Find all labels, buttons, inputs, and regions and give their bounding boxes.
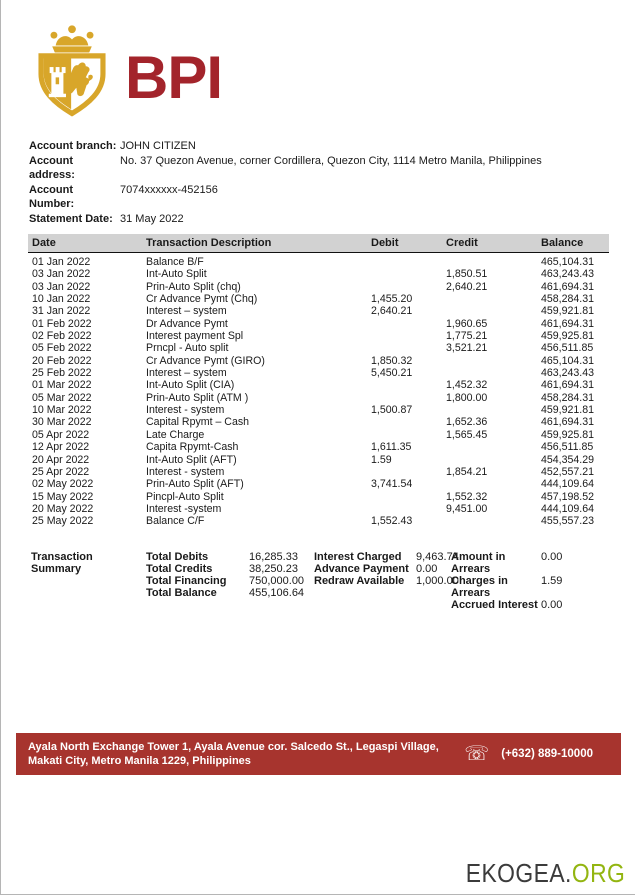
- summary-value: 0.00: [541, 598, 563, 611]
- cell-date: 10 Jan 2022: [32, 293, 91, 306]
- table-body: [28, 253, 609, 528]
- table-row: [28, 305, 609, 317]
- cell-date: 01 Mar 2022: [32, 379, 92, 392]
- cell-credit: 1,850.51: [446, 268, 488, 281]
- ekogea-watermark: [465, 858, 625, 889]
- table-row: [28, 454, 609, 466]
- cell-balance: 465,104.31: [541, 256, 595, 268]
- account-info-row: [29, 183, 542, 212]
- cell-balance: 458,284.31: [541, 293, 595, 306]
- account-info: [29, 139, 542, 227]
- table-row: [28, 441, 609, 453]
- summary-label: Interest Charged: [314, 551, 402, 563]
- table-row: [28, 367, 609, 379]
- cell-debit: [371, 429, 446, 441]
- cell-balance: 461,694.31: [541, 416, 595, 429]
- cell-description: Interest – system: [146, 305, 227, 318]
- cell-credit: [446, 515, 541, 527]
- cell-description: Interest -system: [146, 502, 222, 515]
- cell-date: 12 Apr 2022: [32, 441, 90, 454]
- cell-date: 20 Apr 2022: [32, 453, 90, 466]
- cell-date: 20 Feb 2022: [32, 354, 92, 367]
- account-info-value: 31 May 2022: [120, 212, 184, 225]
- summary-value: 9,463.74: [416, 551, 459, 563]
- ekogea-green-text: ORG: [571, 858, 625, 888]
- cell-date: 25 Feb 2022: [32, 367, 92, 380]
- summary-value: 16,285.33: [249, 551, 298, 563]
- bpi-logo: [29, 24, 222, 117]
- summary-totals-column: [146, 552, 304, 600]
- table-row: [28, 416, 609, 428]
- table-row: [28, 342, 609, 354]
- summary-label: Charges in Arrears: [451, 574, 508, 599]
- account-info-row: [29, 212, 542, 227]
- summary-label: Redraw Available: [314, 574, 405, 587]
- summary-label: Total Credits: [146, 562, 213, 575]
- cell-credit: [446, 478, 541, 490]
- table-header: [28, 234, 609, 253]
- table-row: [28, 515, 609, 527]
- cell-credit: [446, 367, 541, 379]
- cell-description: Int-Auto Split: [146, 268, 207, 281]
- cell-credit: 1,652.36: [446, 416, 488, 429]
- summary-label: Total Debits: [146, 551, 209, 563]
- cell-credit: 1,552.32: [446, 490, 488, 503]
- cell-date: 20 May 2022: [32, 502, 94, 515]
- cell-balance: 454,354.29: [541, 453, 595, 466]
- cell-credit: 2,640.21: [446, 280, 488, 293]
- cell-debit: 1,611.35: [371, 441, 412, 454]
- cell-description: Interest – system: [146, 367, 227, 380]
- cell-credit: 1,452.32: [446, 379, 488, 392]
- header-debit: Debit: [371, 237, 399, 249]
- summary-arrears-column: [451, 552, 562, 612]
- cell-credit: 1,854.21: [446, 465, 488, 478]
- summary-title-line1: Transaction: [31, 551, 93, 563]
- cell-balance: 452,557.21: [541, 465, 595, 478]
- cell-description: Late Charge: [146, 428, 205, 441]
- cell-balance: 456,511.85: [541, 441, 594, 454]
- table-row: [28, 281, 609, 293]
- cell-date: 31 Jan 2022: [32, 305, 91, 318]
- cell-description: Prin-Auto Split (AFT): [146, 478, 244, 491]
- cell-date: 03 Jan 2022: [32, 280, 91, 293]
- cell-description: Balance C/F: [146, 515, 205, 528]
- bpi-brand-text: BPI: [125, 43, 223, 111]
- cell-date: 10 Mar 2022: [32, 404, 92, 417]
- cell-debit: 1,500.87: [371, 404, 413, 417]
- cell-debit: 2,640.21: [371, 305, 413, 318]
- cell-description: Dr Advance Pymt: [146, 317, 228, 330]
- cell-credit: 9,451.00: [446, 502, 488, 515]
- account-info-label: Account Number:: [29, 183, 75, 211]
- summary-label: Total Balance: [146, 586, 217, 599]
- cell-balance: 455,557.23: [541, 515, 595, 528]
- summary-value: 1.59: [541, 574, 563, 587]
- cell-debit: 3,741.54: [371, 478, 413, 491]
- cell-debit: 1,850.32: [371, 354, 413, 367]
- cell-date: 30 Mar 2022: [32, 416, 92, 429]
- bank-address: Ayala North Exchange Tower 1, Ayala Avenue cor. Salcedo St., Legaspi Village, Makati City, Metro Manila 1229, Philippines: [28, 741, 439, 767]
- cell-date: 03 Jan 2022: [32, 268, 91, 281]
- cell-description: Cr Advance Pymt (GIRO): [146, 354, 265, 367]
- cell-date: 02 Feb 2022: [32, 330, 92, 343]
- table-row: [28, 355, 609, 367]
- cell-credit: 1,800.00: [446, 391, 488, 404]
- cell-credit: [446, 256, 541, 268]
- cell-date: 25 May 2022: [32, 515, 94, 528]
- cell-debit: [371, 268, 446, 280]
- cell-credit: [446, 355, 541, 367]
- cell-description: Balance B/F: [146, 256, 204, 268]
- summary-row: [451, 552, 562, 576]
- summary-title-line2: Summary: [31, 562, 82, 575]
- table-row: [28, 293, 609, 305]
- summary-interest-column: [314, 552, 459, 588]
- account-info-label: Statement Date:: [29, 212, 113, 225]
- cell-debit: [371, 392, 446, 404]
- table-row: [28, 429, 609, 441]
- summary-label: Total Financing: [146, 574, 227, 587]
- cell-description: Capital Rpymt – Cash: [146, 416, 250, 429]
- summary-row: [314, 576, 459, 588]
- transaction-table: [28, 234, 609, 528]
- account-info-row: [29, 154, 542, 183]
- cell-credit: [446, 305, 541, 317]
- phone-contact: [464, 744, 621, 764]
- account-info-label: Account branch:: [29, 140, 117, 152]
- cell-balance: 459,925.81: [541, 428, 595, 441]
- summary-row: [451, 576, 562, 600]
- header-credit: Credit: [446, 237, 478, 249]
- table-row: [28, 491, 609, 503]
- cell-date: 05 Feb 2022: [32, 342, 92, 355]
- summary-value: 1,000.00: [416, 574, 459, 587]
- summary-row: [451, 600, 562, 612]
- cell-debit: 1,552.43: [371, 515, 413, 528]
- cell-balance: 461,694.31: [541, 379, 595, 392]
- cell-balance: 444,109.64: [541, 502, 595, 515]
- cell-description: Capita Rpymt-Cash: [146, 441, 239, 454]
- summary-row: [146, 576, 304, 588]
- summary-value: 0.00: [416, 562, 438, 575]
- cell-description: Interest - system: [146, 465, 225, 478]
- cell-debit: [371, 318, 446, 330]
- cell-balance: 457,198.52: [541, 490, 595, 503]
- cell-debit: [371, 379, 446, 391]
- summary-row: [146, 588, 304, 600]
- cell-balance: 463,243.43: [541, 367, 595, 380]
- cell-debit: 5,450.21: [371, 367, 413, 380]
- summary-title: [31, 552, 93, 576]
- summary-label: Amount in Arrears: [451, 551, 506, 575]
- cell-description: Pincpl-Auto Split: [146, 490, 224, 503]
- summary-label: Advance Payment: [314, 562, 409, 575]
- cell-description: Prin-Auto Split (chq): [146, 280, 241, 293]
- account-info-label: Account address:: [29, 154, 75, 182]
- cell-description: Int-Auto Split (AFT): [146, 453, 237, 466]
- cell-debit: 1,455.20: [371, 293, 413, 306]
- cell-debit: [371, 503, 446, 515]
- account-info-value: 7074xxxxxx-452156: [120, 183, 218, 196]
- summary-label: Accrued Interest: [451, 598, 538, 611]
- cell-debit: [371, 491, 446, 503]
- table-row: [28, 466, 609, 478]
- cell-credit: [446, 454, 541, 466]
- cell-description: Interest payment Spl: [146, 330, 244, 343]
- cell-date: 05 Apr 2022: [32, 428, 90, 441]
- header-date: Date: [32, 237, 56, 249]
- summary-value: 750,000.00: [249, 574, 305, 587]
- summary-value: 455,106.64: [249, 586, 305, 599]
- cell-description: Prin-Auto Split (ATM ): [146, 391, 249, 404]
- cell-debit: [371, 466, 446, 478]
- footer-contact-bar: [16, 733, 621, 775]
- cell-credit: 1,565.45: [446, 428, 488, 441]
- table-row: [28, 404, 609, 416]
- cell-debit: [371, 330, 446, 342]
- table-row: [28, 256, 609, 268]
- cell-credit: 3,521.21: [446, 342, 488, 355]
- summary-value: 0.00: [541, 551, 563, 563]
- header-balance: Balance: [541, 237, 584, 249]
- cell-date: 15 May 2022: [32, 490, 94, 503]
- cell-credit: [446, 441, 541, 453]
- table-row: [28, 318, 609, 330]
- account-info-value: JOHN CITIZEN: [120, 140, 196, 152]
- cell-balance: 456,511.85: [541, 342, 594, 355]
- account-info-row: [29, 139, 542, 154]
- cell-balance: 465,104.31: [541, 354, 595, 367]
- account-info-value: No. 37 Quezon Avenue, corner Cordillera, Quezon City, 1114 Metro Manila, Philippines: [120, 154, 542, 167]
- cell-date: 05 Mar 2022: [32, 391, 92, 404]
- cell-balance: 461,694.31: [541, 317, 595, 330]
- cell-description: Prncpl - Auto split: [146, 342, 229, 355]
- cell-balance: 459,921.81: [541, 404, 595, 417]
- cell-balance: 463,243.43: [541, 268, 595, 281]
- table-row: [28, 478, 609, 490]
- ekogea-dark-text: EKOGEA.: [465, 858, 572, 888]
- cell-balance: 444,109.64: [541, 478, 595, 491]
- telephone-icon: ☏: [464, 743, 490, 765]
- table-row: [28, 268, 609, 280]
- table-row: [28, 392, 609, 404]
- cell-debit: [371, 342, 446, 354]
- summary-value: 38,250.23: [249, 562, 298, 575]
- cell-debit: [371, 256, 446, 268]
- table-row: [28, 330, 609, 342]
- bpi-shield-icon: [29, 24, 115, 117]
- cell-date: 01 Feb 2022: [32, 317, 92, 330]
- cell-description: Cr Advance Pymt (Chq): [146, 293, 258, 306]
- cell-debit: [371, 416, 446, 428]
- cell-credit: [446, 293, 541, 305]
- cell-debit: 1.59: [371, 453, 392, 466]
- cell-balance: 459,925.81: [541, 330, 595, 343]
- cell-balance: 458,284.31: [541, 391, 595, 404]
- table-row: [28, 503, 609, 515]
- cell-debit: [371, 281, 446, 293]
- cell-description: Int-Auto Split (CIA): [146, 379, 235, 392]
- cell-description: Interest - system: [146, 404, 225, 417]
- header-description: Transaction Description: [146, 237, 272, 249]
- cell-date: 25 Apr 2022: [32, 465, 90, 478]
- cell-credit: [446, 404, 541, 416]
- cell-balance: 461,694.31: [541, 280, 595, 293]
- cell-credit: 1,775.21: [446, 330, 488, 343]
- table-row: [28, 379, 609, 391]
- cell-date: 01 Jan 2022: [32, 256, 91, 268]
- cell-date: 02 May 2022: [32, 478, 94, 491]
- cell-credit: 1,960.65: [446, 317, 488, 330]
- cell-balance: 459,921.81: [541, 305, 595, 318]
- phone-number: (+632) 889-10000: [501, 748, 593, 760]
